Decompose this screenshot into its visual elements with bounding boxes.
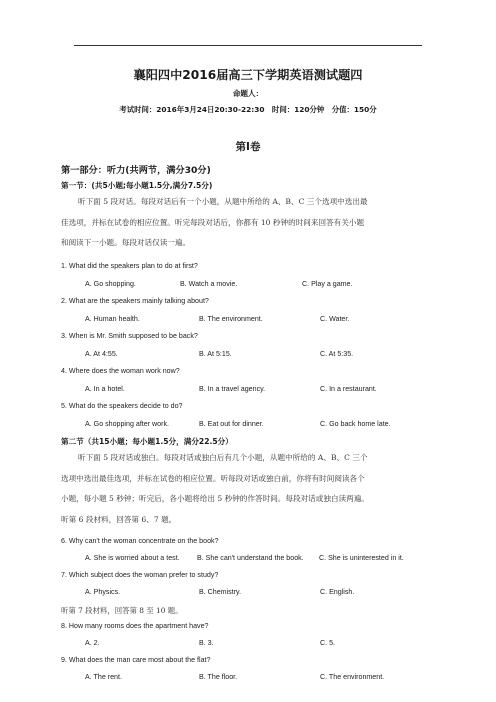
option-c: C. At 5:35.	[320, 350, 354, 358]
section1-instructions	[61, 192, 433, 254]
option-c: C. Play a game.	[302, 280, 353, 288]
option-c: C. She is uninterested in it.	[319, 554, 404, 562]
instruction-line: 选项中选出最佳选项，并标在试卷的相应位置。听每段对话或独白前，你将有时间阅读各个	[61, 473, 365, 483]
option-a: A. She is worried about a test.	[85, 554, 180, 562]
author-line: 命题人：	[232, 89, 264, 98]
option-b: B. At 5:15.	[199, 350, 232, 358]
question-4: 4. Where does the woman work now?	[61, 367, 180, 375]
question-8: 8. How many rooms does the apartment have?	[61, 622, 209, 630]
question-5: 5. What do the speakers decide to do?	[61, 402, 183, 410]
option-a: A. 2.	[85, 639, 100, 647]
section2-instructions	[61, 448, 433, 530]
question-1: 1. What did the speakers plan to do at first?	[61, 262, 198, 270]
exam-title: 襄阳四中2016届高三下学期英语测试题四	[133, 68, 363, 82]
option-c: C. English.	[320, 588, 355, 596]
question-7: 7. Which subject does the woman prefer to study?	[61, 571, 219, 579]
instruction-line: 佳选项，并标在试卷的相应位置。听完每段对话后，你都有 10 秒钟的时间来回答有关小题	[61, 217, 365, 227]
instruction-line: 听下面 5 段对话或独白。每段对话或独白后有几个小题，从题中所给的 A、B、C 三个	[78, 453, 368, 462]
instruction-line: 小题，每小题 5 秒钟；听完后，各小题将给出 5 秒钟的作答时间。每段对话或独白读两遍。	[61, 494, 369, 503]
option-b: B. Chemistry.	[199, 588, 242, 596]
section1-heading: 第一节：(共5小题;每小题1.5分,满分7.5分)	[61, 181, 213, 190]
material-note: 听第 7 段材料，回答第 8 至 10 题。	[61, 606, 183, 615]
option-a: A. At 4:55.	[85, 350, 118, 358]
part1-heading: 第一部分：听力(共两节，满分30分)	[61, 165, 211, 176]
option-c: C. Water.	[320, 315, 350, 323]
option-a: A. Go shopping after work.	[85, 420, 169, 428]
question-2: 2. What are the speakers mainly talking about?	[61, 297, 209, 305]
option-a: A. Go shopping.	[85, 280, 136, 288]
instruction-line: 听下面 5 段对话。每段对话后有一个小题，从题中所给的 A、B、C 三个选项中选出最	[78, 197, 368, 206]
option-c: C. 5.	[320, 639, 335, 647]
header-rule	[74, 45, 422, 46]
option-c: C. In a restaurant.	[320, 385, 377, 393]
question-9: 9. What does the man care most about the flat?	[61, 656, 211, 664]
question-3: 3. When is Mr. Smith supposed to be back?	[61, 332, 198, 340]
section2-heading: 第二节（共15小题；每小题1.5分，满分22.5分）	[61, 437, 233, 446]
exam-info-line: 考试时间：2016年3月24日20:30-22:30 时间：120分钟 分值：150分	[119, 105, 377, 114]
instruction-line: 和阅读下一小题。每段对话仅读一遍。	[61, 238, 191, 247]
option-b: B. Eat out for dinner.	[199, 420, 264, 428]
option-a: A. The rent.	[85, 673, 122, 681]
option-b: B. In a travel agency.	[199, 385, 266, 393]
option-b: B. 3.	[199, 639, 214, 647]
option-c: C. The environment.	[320, 673, 385, 681]
option-a: A. Human health.	[85, 315, 140, 323]
option-c: C. Go back home late.	[320, 420, 391, 428]
option-b: B. She can't understand the book.	[197, 554, 304, 562]
option-a: A. Physics.	[85, 588, 121, 596]
option-a: A. In a hotel.	[85, 385, 125, 393]
instruction-line: 听第 6 段材料，回答第 6、7 题。	[61, 514, 177, 524]
option-b: B. The environment.	[199, 315, 263, 323]
question-6: 6. Why can't the woman concentrate on the book?	[61, 537, 219, 545]
volume-heading: 第Ⅰ卷	[235, 141, 261, 153]
option-b: B. The floor.	[199, 673, 238, 681]
option-b: B. Watch a movie.	[180, 280, 238, 288]
